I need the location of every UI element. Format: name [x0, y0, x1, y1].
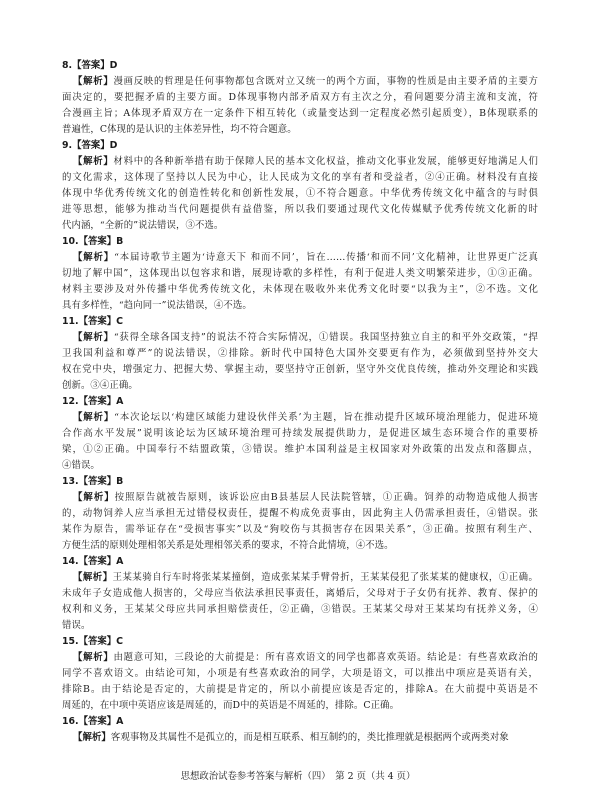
answer-line	[62, 314, 538, 330]
analysis-text-line	[62, 586, 538, 602]
answer-choice: B	[116, 476, 124, 487]
question-number: 16.	[62, 716, 79, 727]
analysis-text: 王某某骑自行车时将张某某撞倒，造成张某某手臂骨折，王某某侵犯了张某某的健康权，①正确。	[112, 572, 538, 583]
analysis-text-line	[62, 506, 538, 522]
analysis-text-line	[62, 106, 538, 122]
analysis-text-line	[62, 122, 538, 138]
analysis-text: 梁，①②正确。中国奉行不结盟政策，③错误。维护本国利益是主权国家对外政策的出发点和落脚点，	[62, 444, 538, 455]
analysis-text: 漫画反映的哲理是任何事物都包含既对立又统一的两个方面，事物的性质是由主要矛盾的主要方	[113, 76, 538, 87]
question-number: 12.	[62, 396, 79, 407]
analysis-text-line	[62, 730, 538, 746]
answer-label: 【答案】	[78, 236, 117, 247]
question-number: 11.	[62, 316, 79, 327]
question-number: 15.	[62, 636, 79, 647]
analysis-text-line	[62, 362, 538, 378]
analysis-text-line	[62, 330, 538, 346]
analysis-text: 权在党中央，增强定力、把握大势、掌握主动，要坚持守正创新，坚守外交优良传统，推动外交理论和实践	[62, 364, 538, 375]
answer-item	[62, 138, 538, 234]
analysis-text: 某作为原告，需举证存在“受损害事实”以及“狗咬伤与其损害存在因果关系”，③正确。按照有利生产、	[62, 524, 538, 535]
analysis-label: 【解析】	[73, 252, 115, 263]
analysis-text: 材料中的各种新举措有助于保障人民的基本文化权益，推动文化事业发展，能够更好地满足人们	[113, 156, 538, 167]
analysis-text: 由题意可知，三段论的大前提是：所有喜欢语文的同学也都喜欢英语。结论是：有些喜欢政治的	[113, 652, 538, 663]
analysis-text-line	[62, 522, 538, 538]
answer-line	[62, 234, 538, 250]
answer-item	[62, 58, 538, 138]
analysis-label: 【解析】	[73, 332, 114, 343]
question-number: 14.	[62, 556, 79, 567]
answer-label: 【答案】	[78, 716, 117, 727]
analysis-label: 【解析】	[73, 156, 114, 167]
answer-label: 【答案】	[78, 476, 117, 487]
question-number: 8.	[62, 60, 73, 71]
analysis-text-line	[62, 74, 538, 90]
answer-item	[62, 234, 538, 314]
analysis-text: 普遍性，C体现的是认识的主体差异性，均不符合题意。	[62, 124, 297, 135]
analysis-text: 合作高水平发展”说明该论坛为区域环境治理可持续发展提供助力，是促进区域生态环境合作的重要桥	[62, 428, 538, 439]
analysis-text-line	[62, 538, 538, 554]
question-number: 10.	[62, 236, 79, 247]
analysis-text: 按照原告就被告原则，该诉讼应由B县基层人民法院管辖，①正确。饲养的动物造成他人损害	[114, 492, 538, 503]
analysis-text: 切地了解中国”，这体现出以包容求和谐，展现诗歌的多样性，有利于促进人类文明繁荣进步，①③正确。	[62, 268, 538, 279]
analysis-text: 权利和义务，王某某父母应共同承担赔偿责任，②正确，③错误。王某某父母对王某某均有抚养义务，④	[62, 604, 538, 615]
analysis-text-line	[62, 282, 538, 298]
analysis-text: 客观事物及其属性不是孤立的，而是相互联系、相互制约的，类比推理就是根据两个或两类对象	[110, 732, 509, 743]
analysis-text-line	[62, 458, 538, 474]
analysis-text: “本次论坛以‘构建区域能力建设伙伴关系’为主题，旨在推动提升区域环境治理能力，促进环境	[114, 412, 538, 423]
analysis-label: 【解析】	[73, 76, 114, 87]
analysis-text-line	[62, 378, 538, 394]
analysis-text: 错误。	[62, 620, 91, 631]
analysis-text: 体现中华优秀传统文化的创造性转化和创新性发展，①不符合题意。中华优秀传统文化中蕴含的与时俱	[62, 188, 538, 199]
analysis-text-line	[62, 218, 538, 234]
analysis-text-line	[62, 618, 538, 634]
analysis-text-line	[62, 90, 538, 106]
analysis-text-line	[62, 698, 538, 714]
analysis-text-line	[62, 154, 538, 170]
answer-label: 【答案】	[78, 396, 117, 407]
answer-line	[62, 634, 538, 650]
answer-item	[62, 474, 538, 554]
answer-label: 【答案】	[72, 140, 110, 151]
analysis-text-line	[62, 602, 538, 618]
analysis-text: 排除B。由于结论是否定的，大前提是肯定的，所以小前提应该是否定的，排除A。在大前提中英语是不	[62, 684, 538, 695]
analysis-text: 周延的，在中项中英语应该是周延的，而D中的英语是不周延的，排除。C正确。	[62, 700, 400, 711]
question-number: 9.	[62, 140, 73, 151]
answer-item	[62, 714, 538, 746]
analysis-text: 未成年子女造成他人损害的，父母应当依法承担民事责任，离婚后，父母对于子女仍有抚养、教育、保护的	[62, 588, 538, 599]
answer-choice: A	[116, 396, 124, 407]
analysis-text-line	[62, 682, 538, 698]
answer-item	[62, 554, 538, 634]
analysis-text: 合漫画主旨；A体现矛盾双方在一定条件下相互转化（或量变达到一定程度必然引起质变），B体现联系的	[62, 108, 538, 119]
analysis-text-line	[62, 186, 538, 202]
analysis-text: 材料主要涉及对外传播中华优秀传统文化，未体现在吸收外来优秀文化时要“以我为主”，②不选。文化	[62, 284, 538, 295]
answer-choice: A	[116, 556, 124, 567]
analysis-text-line	[62, 442, 538, 458]
analysis-text: “获得全球各国支持”的说法不符合实际情况，①错误。我国坚持独立自主的和平外交政策，“捍	[113, 332, 538, 343]
analysis-text: 代内涵，“全新的”说法错误，③不选。	[62, 220, 224, 231]
analysis-text: 面决定的，要把握矛盾的主要方面。D体现事物内部矛盾双方有主次之分，看问题要分清主流和支流，符	[62, 92, 538, 103]
analysis-text: 卫我国利益和尊严”的说法错误，②排除。新时代中国特色大国外交要更有作为，必须做到坚持外交大	[62, 348, 538, 359]
analysis-text-line	[62, 650, 538, 666]
analysis-text: 具有多样性，“趋向同一”说法错误，④不选。	[62, 300, 252, 311]
analysis-label: 【解析】	[73, 492, 115, 503]
answer-choice: D	[109, 140, 118, 151]
analysis-text-line	[62, 570, 538, 586]
answer-line	[62, 58, 538, 74]
answer-choice: B	[116, 236, 124, 247]
answer-label: 【答案】	[78, 316, 117, 327]
analysis-text-line	[62, 266, 538, 282]
analysis-text: 方便生活的原则处理相邻关系是处理相邻关系的要求，不符合此情境，④不选。	[62, 540, 394, 551]
answer-line	[62, 138, 538, 154]
analysis-text-line	[62, 202, 538, 218]
answer-label: 【答案】	[78, 636, 117, 647]
analysis-text-line	[62, 170, 538, 186]
analysis-text-line	[62, 410, 538, 426]
answer-line	[62, 474, 538, 490]
answer-choice: C	[116, 636, 124, 647]
analysis-text: 的，动物饲养人应当承担无过错侵权责任，提醒不构成免责事由，因此狗主人仍需承担责任，④错误。张	[62, 508, 538, 519]
analysis-text-line	[62, 298, 538, 314]
question-number: 13.	[62, 476, 79, 487]
answer-choice: C	[116, 316, 124, 327]
analysis-text: 进等思想，能够为推动当代问题提供有益借鉴，所以我们要通过现代文化传媒赋予优秀传统文化新的时	[62, 204, 538, 215]
analysis-text: 的文化需求，这体现了坚持以人民为中心，让人民成为文化的享有者和受益者，②④正确。材料没有直接	[62, 172, 538, 183]
answer-item	[62, 634, 538, 714]
answer-item	[62, 394, 538, 474]
answer-line	[62, 394, 538, 410]
analysis-text: 同学不喜欢语文。由结论可知，小项是有些喜欢政治的同学，大项是语文，可以推出中项应是英语有关，	[62, 668, 538, 679]
analysis-label: 【解析】	[73, 652, 114, 663]
analysis-label: 【解析】	[73, 412, 115, 423]
answer-item	[62, 314, 538, 394]
analysis-text-line	[62, 346, 538, 362]
answer-label: 【答案】	[72, 60, 110, 71]
analysis-text-line	[62, 426, 538, 442]
analysis-text-line	[62, 250, 538, 266]
analysis-text: 创新。③④正确。	[62, 380, 138, 391]
analysis-text-line	[62, 666, 538, 682]
page-footer: 思想政治试卷参考答案与解析（四） 第 2 页（共 4 页）	[180, 771, 416, 782]
analysis-label: 【解析】	[73, 732, 111, 743]
answer-line	[62, 554, 538, 570]
analysis-text: ④错误。	[62, 460, 100, 471]
analysis-text-line	[62, 490, 538, 506]
analysis-text: “本届诗歌节主题为‘诗意天下 和而不同’，旨在……传播‘和而不同’文化精神，让世界更广泛真	[114, 252, 538, 263]
answer-choice: A	[116, 716, 124, 727]
analysis-label: 【解析】	[73, 572, 113, 583]
answer-line	[62, 714, 538, 730]
answer-choice: D	[109, 60, 118, 71]
answer-label: 【答案】	[78, 556, 117, 567]
